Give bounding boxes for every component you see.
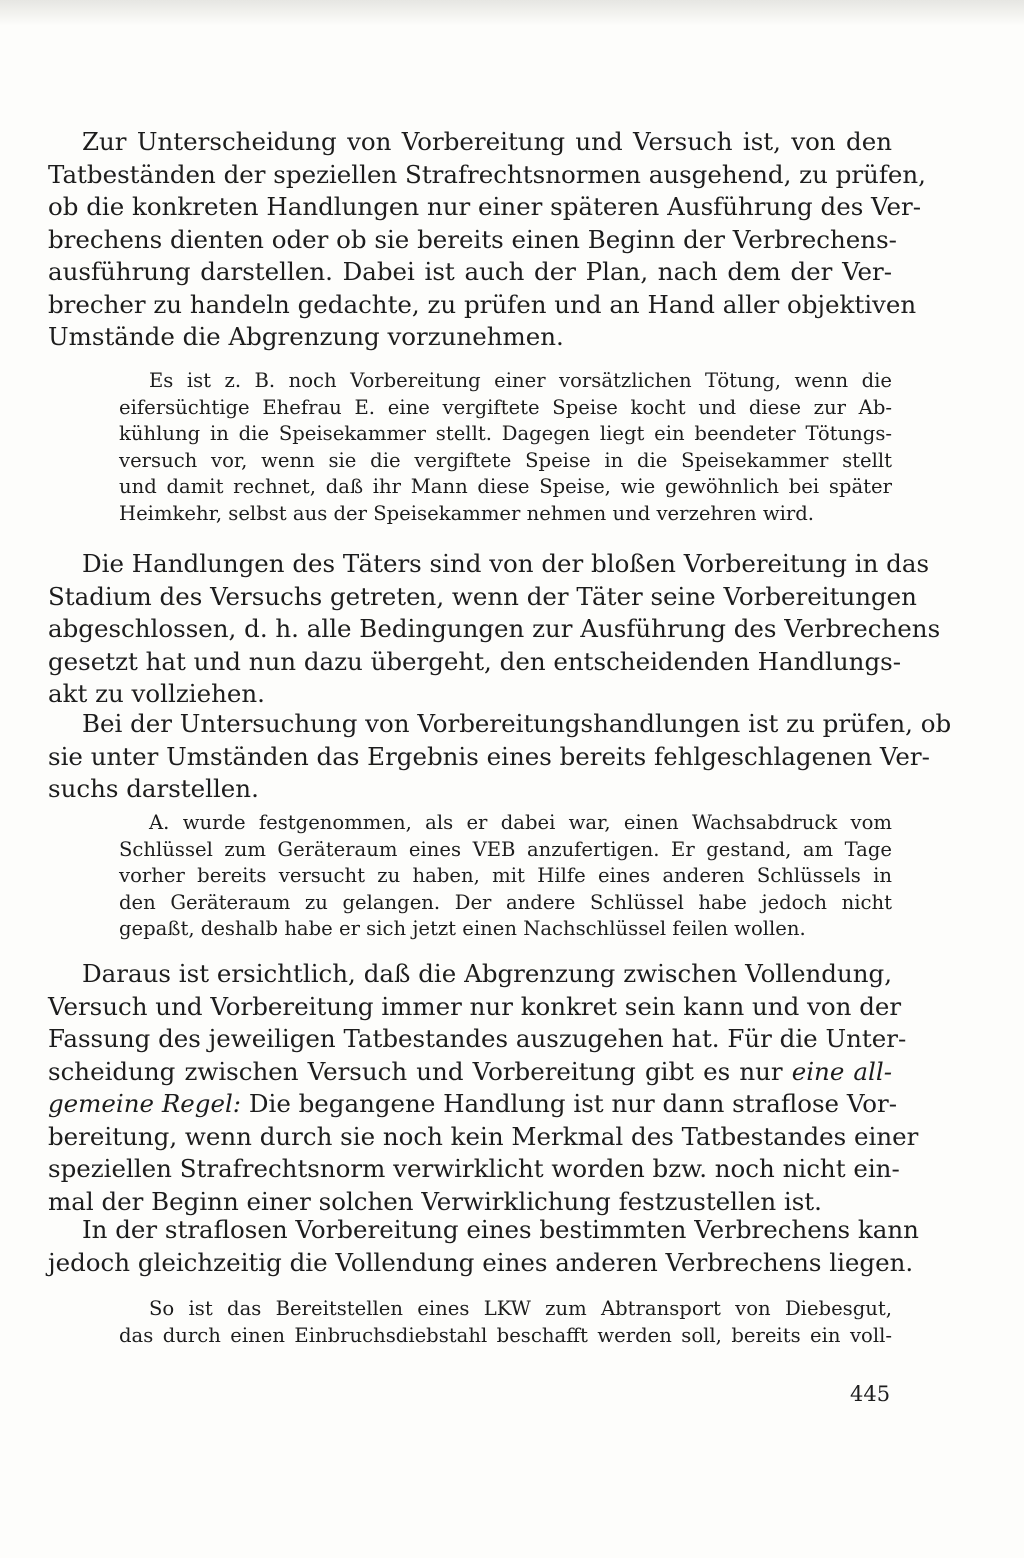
example-1 [119, 368, 892, 528]
text-line: Fassung des jeweiligen Tatbestandes auszugehen hat. Für die Unter- [48, 1024, 907, 1053]
text-line: abgeschlossen, d. h. alle Bedingungen zur Ausführung des Verbrechens [48, 614, 941, 643]
example-line: kühlung in die Speisekammer stellt. Dagegen liegt ein beendeter Tötungs- [119, 422, 892, 446]
text-line: gesetzt hat und nun dazu übergeht, den entscheidenden Handlungs- [48, 646, 901, 676]
text-line: Versuch und Vorbereitung immer nur konkret sein kann und von der [48, 991, 902, 1021]
text-line: ausführung darstellen. Dabei ist auch der Plan, nach dem der Ver- [48, 257, 892, 286]
text-line: Daraus ist ersichtlich, daß die Abgrenzung zwischen Vollendung, [82, 959, 892, 988]
example-2 [119, 810, 892, 943]
text-line: brecher zu handeln gedachte, zu prüfen und an Hand aller objektiven [48, 289, 917, 319]
text-line: jedoch gleichzeitig die Vollendung eines anderen Verbrechens liegen. [48, 1247, 914, 1277]
text-line: suchs darstellen. [48, 774, 259, 803]
text-line: In der straflosen Vorbereitung eines bestimmten Verbrechens kann [82, 1215, 919, 1244]
text-line: sie unter Umständen das Ergebnis eines bereits fehlgeschlagenen Ver- [48, 741, 930, 771]
text-line: Umstände die Abgrenzung vorzunehmen. [48, 322, 564, 351]
text-line [48, 1088, 898, 1121]
paragraph-2 [48, 548, 941, 711]
page-number: 445 [850, 1382, 891, 1406]
example-line: Heimkehr, selbst aus der Speisekammer nehmen und verzehren wird. [119, 501, 815, 525]
text-line: brechens dienten oder ob sie bereits einen Beginn der Verbrechens- [48, 224, 897, 254]
text-segment: Die begangene Handlung ist nur dann straflose Vor- [241, 1089, 898, 1118]
example-line: und damit rechnet, daß ihr Mann diese Speise, wie gewöhnlich bei später [119, 475, 892, 499]
text-segment: scheidung zwischen Versuch und Vorbereitung gibt es nur [48, 1056, 792, 1086]
example-line: Es ist z. B. noch Vorbereitung einer vorsätzlichen Tötung, wenn die [149, 369, 892, 392]
text-line: Tatbeständen der speziellen Strafrechtsnormen ausgehend, zu prüfen, [48, 159, 926, 189]
example-line: den Geräteraum zu gelangen. Der andere Schlüssel habe jedoch nicht [119, 890, 892, 914]
example-3 [119, 1296, 892, 1349]
text-line: bereitung, wenn durch sie noch kein Merkmal des Tatbestandes einer [48, 1121, 919, 1151]
paragraph-4 [48, 958, 919, 1218]
text-line: mal der Beginn einer solchen Verwirklichung festzustellen ist. [48, 1186, 822, 1216]
text-line: Zur Unterscheidung von Vorbereitung und Versuch ist, von den [82, 127, 892, 156]
paragraph-3 [48, 708, 952, 806]
example-line: vorher bereits versucht zu haben, mit Hilfe eines anderen Schlüssels in [119, 864, 892, 888]
text-line: Die Handlungen des Täters sind von der bloßen Vorbereitung in das [82, 549, 930, 578]
text-line [48, 1056, 892, 1089]
example-line: So ist das Bereitstellen eines LKW zum Abtransport von Diebesgut, [149, 1297, 892, 1320]
example-line: Schlüssel zum Geräteraum eines VEB anzufertigen. Er gestand, am Tage [119, 837, 892, 861]
emphasis-text: eine all- [791, 1056, 892, 1086]
example-line: gepaßt, deshalb habe er sich jetzt einen Nachschlüssel feilen wollen. [119, 917, 806, 941]
text-line: akt zu vollziehen. [48, 679, 265, 708]
text-line: Bei der Untersuchung von Vorbereitungshandlungen ist zu prüfen, ob [82, 709, 952, 738]
text-line: speziellen Strafrechtsnorm verwirklicht worden bzw. noch nicht ein- [48, 1154, 900, 1183]
paragraph-5 [48, 1214, 919, 1279]
emphasis-text: gemeine Regel: [48, 1089, 242, 1118]
paragraph-1 [48, 126, 926, 354]
example-line: das durch einen Einbruchsdiebstahl beschafft werden soll, bereits ein voll- [119, 1323, 892, 1347]
example-line: versuch vor, wenn sie die vergiftete Speise in die Speisekammer stellt [119, 448, 892, 472]
example-line: A. wurde festgenommen, als er dabei war, einen Wachsabdruck vom [149, 811, 892, 834]
text-line: ob die konkreten Handlungen nur einer späteren Ausführung des Ver- [48, 192, 921, 221]
scanned-top-edge [0, 0, 1024, 26]
example-line: eifersüchtige Ehefrau E. eine vergiftete Speise kocht und diese zur Ab- [119, 395, 892, 419]
text-line: Stadium des Versuchs getreten, wenn der Täter seine Vorbereitungen [48, 581, 917, 611]
